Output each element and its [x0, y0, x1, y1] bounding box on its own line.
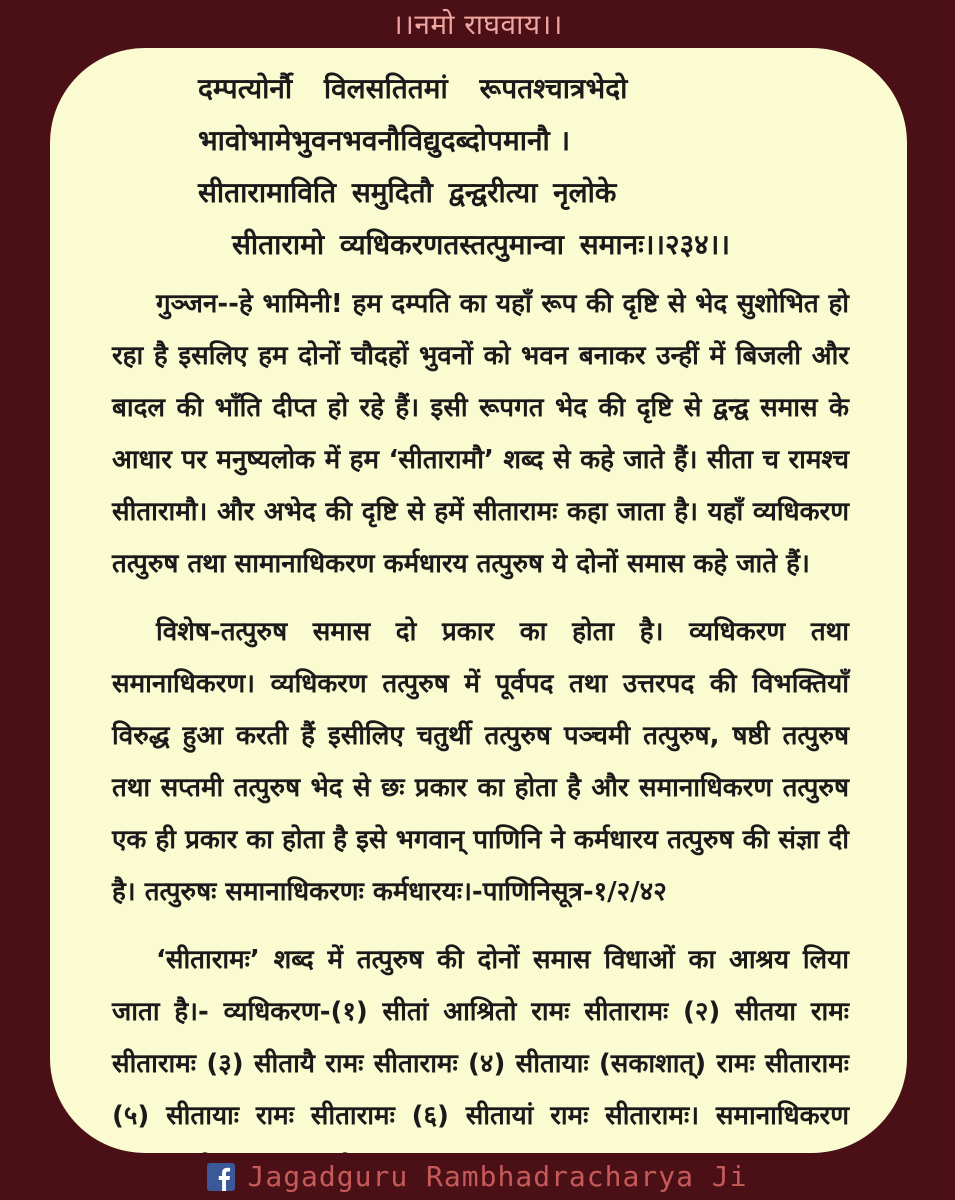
header-title: ।।नमो राघवाय।। — [392, 8, 563, 41]
verse-line: सीतारामाविति समुदितौ द्वन्द्वरीत्या नृलोके — [198, 176, 617, 209]
facebook-icon[interactable] — [207, 1163, 235, 1191]
paragraph-text: -तत्पुरुष समास दो प्रकार का होता है। व्यधिकरण तथा समानाधिकरण। व्यधिकरण तत्पुरुष में पूर्वपद तथा उत्तरपद की विभक्तियाँ विरुद्ध हुआ करती हैं इसीलिए चतुर्थी तत्पुरुष पञ्चमी तत्पुरुष, षष्ठी तत्पुरुष तथा सप्तमी तत्पुरुष भेद से छः प्रकार का होता है और समानाधिकरण तत्पुरुष एक ही प्रकार का होता है इसे भगवान् पाणिनि ने कर्मधारय तत्पुरुष की संज्ञा दी है। तत्पुरुषः समानाधिकरणः कर्मधारयः।-पाणिनिसूत्र-१/२/४२ — [112, 617, 849, 907]
paragraph-lead: विशेष — [156, 617, 210, 647]
paragraph-gunjan — [112, 278, 849, 590]
verse-line: दम्पत्योर्नौ विलसतितमां रूपतश्चात्रभेदो — [198, 72, 628, 105]
page-footer — [0, 1153, 955, 1200]
paragraph-text: --हे भामिनी! हम दम्पति का यहाँ रूप की दृष्टि से भेद सुशोभित हो रहा है इसलिए हम दोनों चौदहों भुवनों को भवन बनाकर उन्हीं में बिजली और बादल की भाँति दीप्त हो रहे हैं। इसी रूपगत भेद की दृष्टि से द्वन्द्व समास के आधार पर मनुष्यलोक में हम ‘सीतारामौ’ शब्द से कहे जाते हैं। सीता च रामश्च सीतारामौ। और अभेद की दृष्टि से हमें सीतारामः कहा जाता है। यहाँ व्यधिकरण तत्पुरुष तथा सामानाधिकरण कर्मधारय तत्पुरुष ये दोनों समास कहे जाते हैं। — [112, 289, 849, 579]
footer-page-name[interactable]: Jagadguru Rambhadracharya Ji — [247, 1160, 748, 1193]
paragraph-vishesh — [112, 606, 849, 918]
paragraph-text: ‘सीतारामः’ शब्द में तत्पुरुष की दोनों समास विधाओं का आश्रय लिया जाता है।- व्यधिकरण-(१) सीतां आश्रितो रामः सीतारामः (२) सीतया रामः सीतारामः (३) सीतायै रामः सीतारामः (४) सीतायाः (सकाशात्) रामः सीतारामः (५) सीतायाः रामः सीतारामः (६) सीतायां रामः सीतारामः। समानाधिकरण — [112, 945, 849, 1131]
sanskrit-verse — [112, 62, 849, 270]
paragraph-sitaram — [112, 934, 849, 1153]
verse-line: सीतारामो व्यधिकरणतस्तत्पुमान्वा समानः।।२३४।। — [232, 228, 730, 261]
verse-line: भावोभामेभुवनभवनौविद्युदब्दोपमानौ । — [198, 124, 571, 157]
text-card — [50, 48, 907, 1153]
page-header — [0, 0, 955, 48]
paragraph-lead: गुञ्जन — [156, 289, 218, 319]
